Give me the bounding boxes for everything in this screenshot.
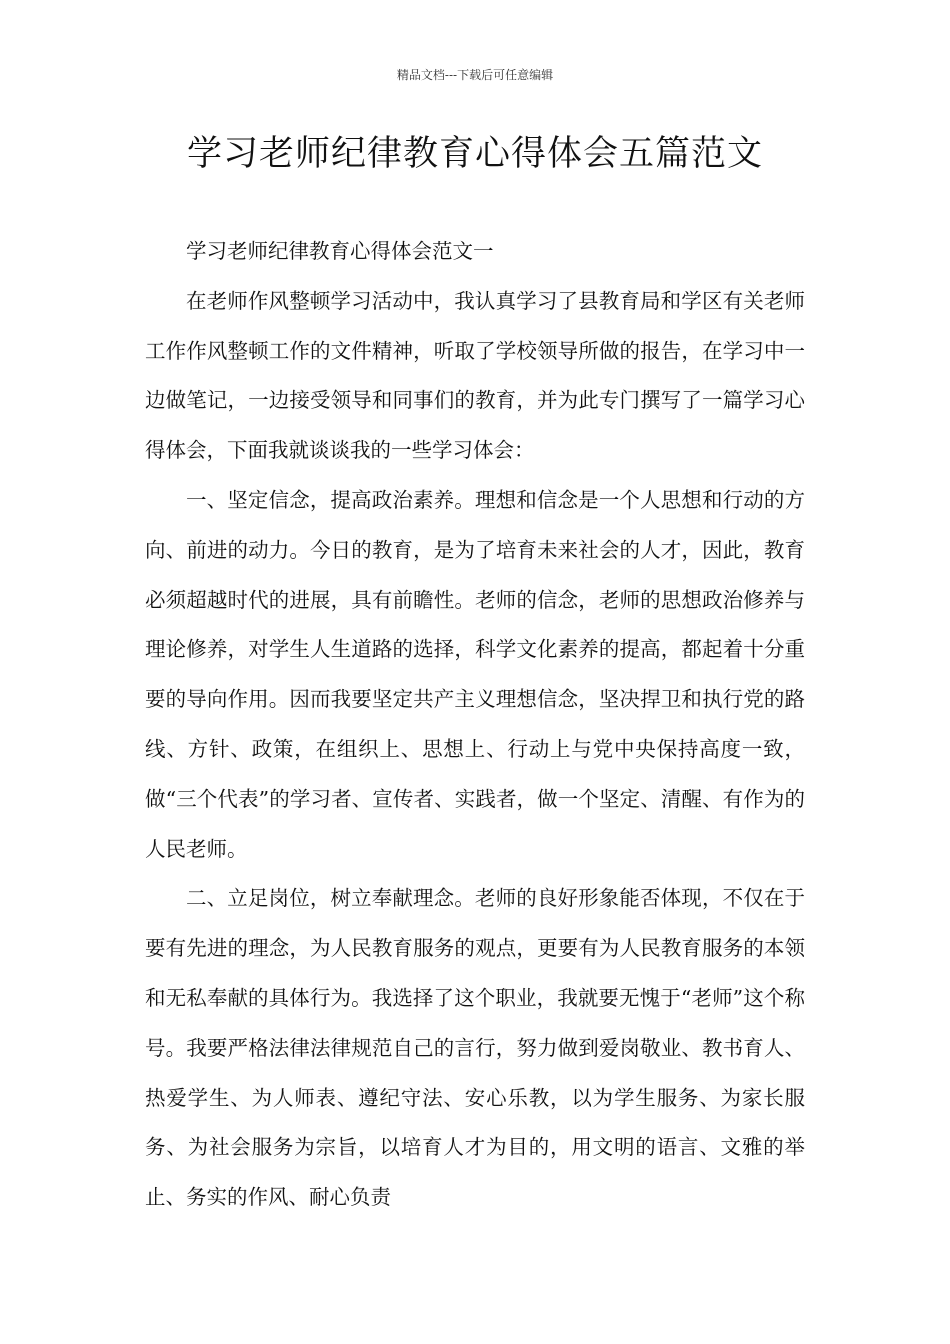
page-header: 精品文档---下载后可任意编辑: [396, 68, 554, 82]
document-body: [145, 227, 805, 1223]
paragraph-intro: 在老师作风整顿学习活动中，我认真学习了县教育局和学区有关老师工作作风整顿工作的文件精神，听取了学校领导所做的报告，在学习中一边做笔记，一边接受领导和同事们的教育，并为此专门撰写了一篇学习心得体会，下面我就谈谈我的一些学习体会：: [145, 288, 805, 463]
section-heading: 学习老师纪律教育心得体会范文一: [186, 239, 494, 263]
document-title: 学习老师纪律教育心得体会五篇范文: [186, 134, 763, 174]
paragraph-point-two: 二、立足岗位，树立奉献理念。老师的良好形象能否体现，不仅在于要有先进的理念，为人民教育服务的观点，更要有为人民教育服务的本领和无私奉献的具体行为。我选择了这个职业，我就要无愧于“老师”这个称号。我要严格法律法律规范自己的言行，努力做到爱岗敬业、教书育人、热爱学生、为人师表、遵纪守法、安心乐教，以为学生服务、为家长服务、为社会服务为宗旨，以培育人才为目的，用文明的语言、文雅的举止、务实的作风、耐心负责: [145, 886, 805, 1210]
paragraph-point-one: 一、坚定信念，提高政治素养。理想和信念是一个人思想和行动的方向、前进的动力。今日的教育，是为了培育未来社会的人才，因此，教育必须超越时代的进展，具有前瞻性。老师的信念，老师的思想政治修养与理论修养，对学生人生道路的选择，科学文化素养的提高，都起着十分重要的导向作用。因而我要坚定共产主义理想信念，坚决捍卫和执行党的路线、方针、政策，在组织上、思想上、行动上与党中央保持高度一致，做“三个代表”的学习者、宣传者、实践者，做一个坚定、清醒、有作为的人民老师。: [145, 487, 805, 861]
